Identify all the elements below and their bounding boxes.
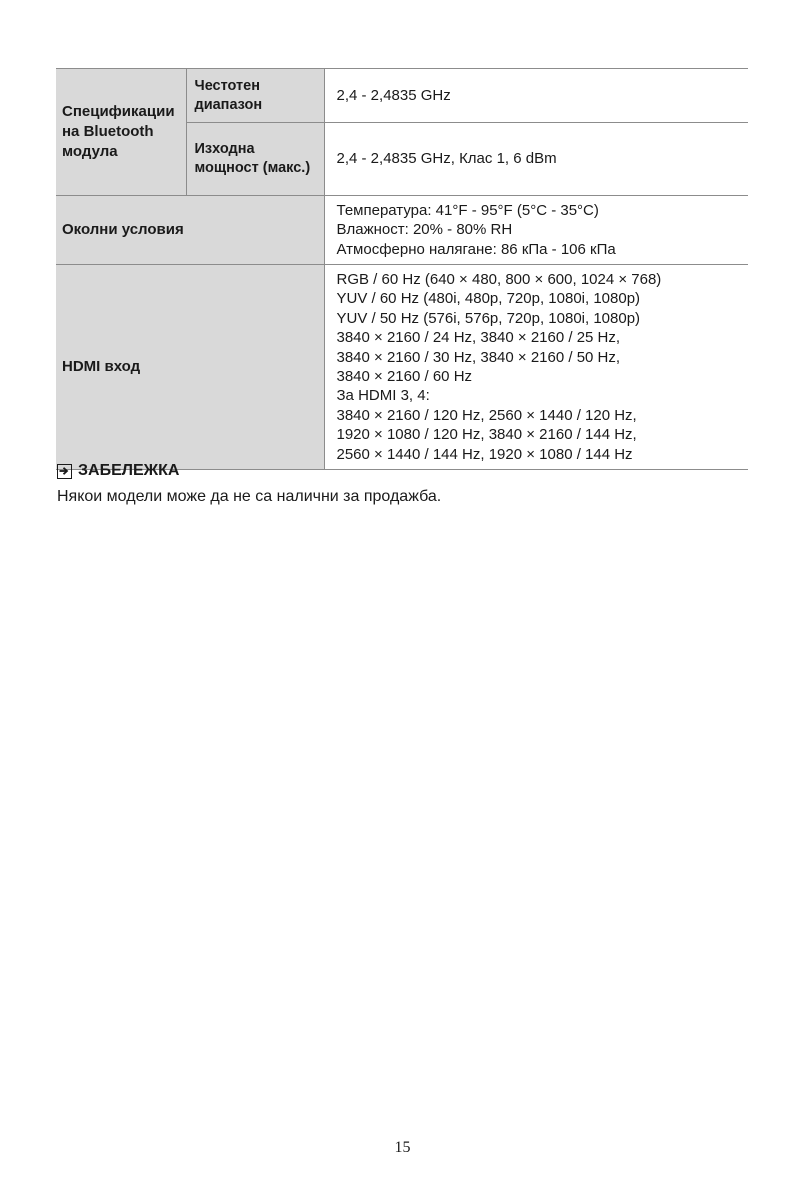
environment-value: Температура: 41°F - 95°F (5°C - 35°C) Влажност: 20% - 80% RH Атмосферно налягане: 86 кПа - 106 кПа [324,196,748,265]
table-row-frequency [56,69,748,123]
note-heading [57,460,179,482]
note-arrow-icon [57,464,72,479]
hdmi-label: HDMI вход [56,265,324,470]
output-power-value: 2,4 - 2,4835 GHz, Клас 1, 6 dBm [324,123,748,196]
environment-label: Околни условия [56,196,324,265]
bluetooth-group-label: Спецификации на Bluetooth модула [56,69,186,196]
note-text: Някои модели може да не са налични за продажба. [57,488,442,505]
note-heading-text: ЗАБЕЛЕЖКА [78,462,180,479]
page-number: 15 [394,1139,411,1156]
frequency-value: 2,4 - 2,4835 GHz [324,69,748,123]
output-power-label: Изходна мощност (макс.) [186,123,324,196]
table-row-hdmi [56,265,748,470]
hdmi-value: RGB / 60 Hz (640 × 480, 800 × 600, 1024 × 768) YUV / 60 Hz (480i, 480p, 720p, 1080i, 1080p) YUV / 50 Hz (576i, 576p, 720p, 1080i, 1080p) 3840 × 2160 / 24 Hz, 3840 × 2160 / 25 Hz, 3840 × 2160 / 30 Hz, 3840 × 2160 / 50 Hz, 3840 × 2160 / 60 Hz За HDMI 3, 4: 3840 × 2160 / 120 Hz, 2560 × 1440 / 120 Hz, 1920 × 1080 / 120 Hz, 3840 × 2160 / 144 Hz, 2560 × 1440 / 144 Hz, 1920 × 1080 / 144 Hz [324,265,748,470]
table-row-environment [56,196,748,265]
frequency-label: Честотен диапазон [186,69,324,123]
spec-table [56,68,748,470]
